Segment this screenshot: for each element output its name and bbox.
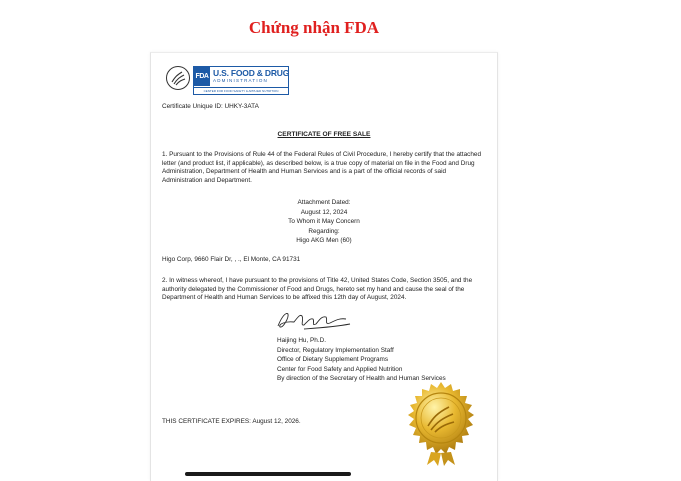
signer-direction: By direction of the Secretary of Health and Human Services: [277, 375, 446, 383]
fda-wordmark: [193, 66, 289, 95]
company-address: Higo Corp, 9660 Flair Dr, , ., El Monte, CA 91731: [162, 256, 301, 263]
gold-seal-icon: [401, 380, 481, 466]
attachment-block: [151, 198, 497, 246]
fda-center-line: CENTER FOR FOOD SAFETY & APPLIED NUTRITION: [194, 87, 288, 95]
regarding-label: Regarding:: [308, 227, 340, 235]
signer-office: Office of Dietary Supplement Programs: [277, 356, 389, 364]
expiration-text: THIS CERTIFICATE EXPIRES: August 12, 2026.: [162, 418, 301, 425]
fda-name: U.S. FOOD & DRUG: [213, 68, 290, 78]
fda-logo: [165, 65, 290, 95]
to-whom: To Whom it May Concern: [288, 218, 360, 226]
signature-image: [274, 306, 354, 334]
certificate-document: [150, 52, 498, 481]
hhs-eagle-icon: [165, 65, 191, 91]
fda-mark: FDA: [194, 67, 210, 86]
page-heading: Chứng nhận FDA: [248, 18, 380, 37]
page-scrollbar[interactable]: [185, 472, 351, 476]
fda-admin: ADMINISTRATION: [213, 78, 268, 83]
product-name: Higo AKG Men (60): [296, 237, 352, 245]
signer-center: Center for Food Safety and Applied Nutrition: [277, 365, 403, 373]
paragraph-1: 1. Pursuant to the Provisions of Rule 44 of the Federal Rules of Civil Procedure, I hereby certify that the attached letter (and product list, if applicable), as described below, is a true copy of material on file in the Food and Drug Administration, Department of Health and Human Services and is a part of the official records of said Administration and Department.: [162, 151, 481, 184]
paragraph-2: 2. In witness whereof, I have pursuant to the provisions of Title 42, United States Code, Section 3505, and the authority delegated by the Commissioner of Food and Drugs, hereto set my hand and cause the seal of the Department of Health and Human Services to be affixed this 12th day of August, 2024.: [162, 277, 473, 302]
signer-name: Haijing Hu, Ph.D.: [277, 337, 327, 344]
signer-title: Director, Regulatory Implementation Staff: [277, 346, 394, 354]
attachment-date: August 12, 2024: [300, 208, 348, 216]
certificate-id: Certificate Unique ID: UHKY-3ATA: [162, 103, 259, 110]
attachment-label: Attachment Dated:: [297, 199, 351, 206]
signer-block: [277, 336, 446, 384]
certificate-title: CERTIFICATE OF FREE SALE: [277, 131, 371, 138]
